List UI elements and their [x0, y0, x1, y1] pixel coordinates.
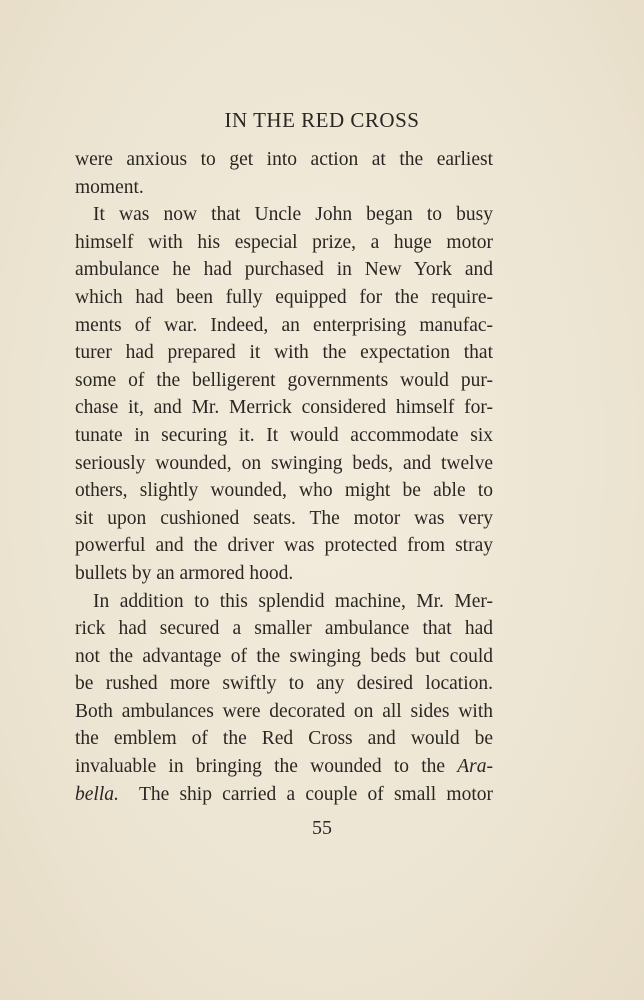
text-line: seriously wounded, on swinging beds, and twelve: [75, 452, 493, 474]
text-line: tunate in securing it. It would accommodate six: [75, 424, 493, 446]
text-line: be rushed more swiftly to any desired location.: [75, 673, 493, 695]
text-line: sit upon cushioned seats. The motor was very: [75, 507, 493, 529]
text-line: [75, 781, 493, 809]
text-line: which had been fully equipped for the require-: [75, 286, 493, 308]
text-line: In addition to this splendid machine, Mr. Mer-: [93, 590, 493, 612]
running-head: IN THE RED CROSS: [224, 108, 420, 132]
text-line: not the advantage of the swinging beds but could: [75, 645, 493, 667]
text-segment: The ship carried a couple of small motor: [138, 783, 493, 805]
text-line: himself with his especial prize, a huge motor: [75, 231, 493, 253]
text-line: ments of war. Indeed, an enterprising manufac-: [75, 314, 493, 336]
text-segment: invaluable in bringing the wounded to the: [75, 756, 446, 778]
text-line: moment.: [75, 176, 144, 198]
text-line: turer had prepared it with the expectation that: [75, 342, 493, 364]
text-line: It was now that Uncle John began to busy: [93, 204, 493, 226]
text-line: the emblem of the Red Cross and would be: [75, 728, 493, 750]
text-line: chase it, and Mr. Merrick considered himself for-: [75, 397, 493, 419]
text-line: bullets by an armored hood.: [75, 562, 294, 584]
page-number: 55: [312, 817, 332, 839]
text-line: Both ambulances were decorated on all sides with: [75, 700, 493, 722]
text-line: [75, 753, 493, 781]
text-line: ambulance he had purchased in New York and: [75, 259, 493, 281]
text-line: rick had secured a smaller ambulance that had: [75, 618, 493, 640]
text-line: others, slightly wounded, who might be able to: [75, 480, 493, 502]
ship-name-italic: Ara-: [457, 756, 494, 778]
text-line: were anxious to get into action at the earliest: [75, 149, 493, 170]
text-line: powerful and the driver was protected from stray: [75, 535, 493, 557]
ship-name-italic: bella.: [75, 783, 119, 805]
text-line: some of the belligerent governments would pur-: [75, 369, 493, 391]
body-text: [75, 146, 493, 808]
